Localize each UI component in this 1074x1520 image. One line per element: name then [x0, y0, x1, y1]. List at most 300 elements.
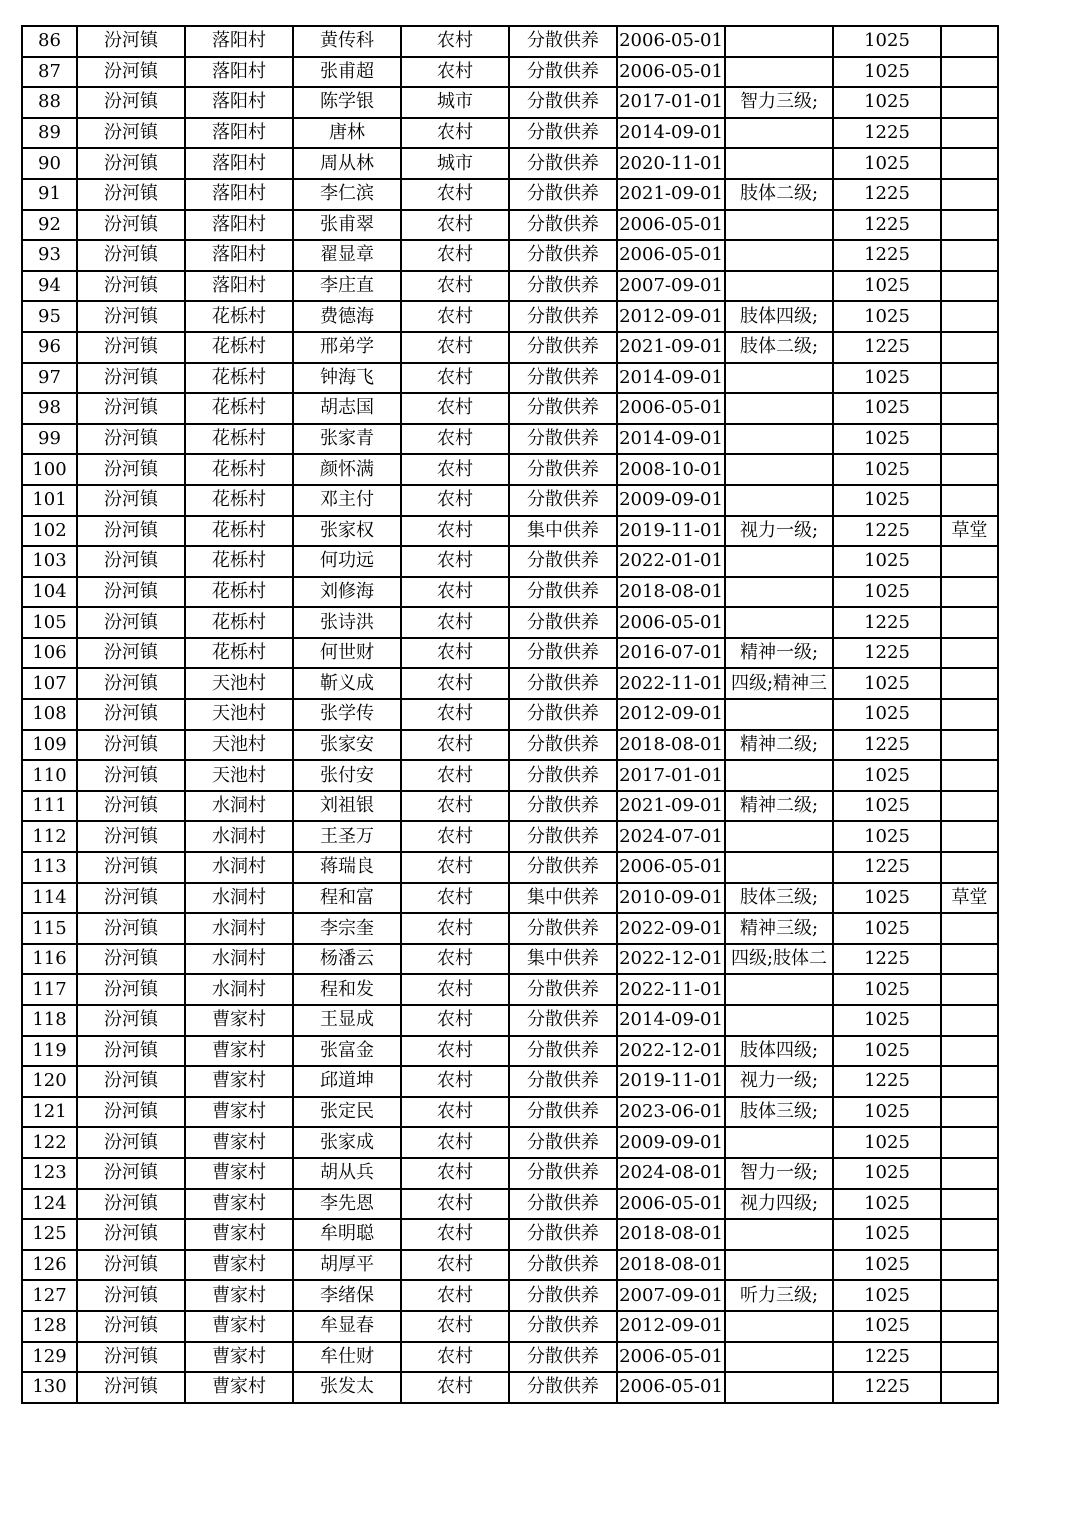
support-type-cell: 集中供养	[509, 883, 617, 914]
table-row	[22, 332, 998, 363]
amount-cell: 1025	[833, 1189, 941, 1220]
hukou-type-cell: 城市	[401, 148, 509, 179]
village-cell: 曹家村	[185, 1127, 293, 1158]
name-cell: 唐林	[293, 118, 401, 149]
amount-cell: 1025	[833, 760, 941, 791]
support-type-cell: 分散供养	[509, 26, 617, 57]
table-row	[22, 1372, 998, 1403]
row-number: 112	[22, 821, 77, 852]
note-cell	[941, 424, 998, 455]
town-cell: 汾河镇	[77, 393, 185, 424]
start-date-cell: 2006-05-01	[617, 852, 725, 883]
town-cell: 汾河镇	[77, 1219, 185, 1250]
support-type-cell: 分散供养	[509, 821, 617, 852]
hukou-type-cell: 农村	[401, 424, 509, 455]
name-cell: 张家成	[293, 1127, 401, 1158]
name-cell: 黄传科	[293, 26, 401, 57]
name-cell: 蒋瑞良	[293, 852, 401, 883]
support-type-cell: 分散供养	[509, 699, 617, 730]
town-cell: 汾河镇	[77, 118, 185, 149]
row-number: 100	[22, 454, 77, 485]
row-number: 120	[22, 1066, 77, 1097]
amount-cell: 1025	[833, 699, 941, 730]
support-type-cell: 分散供养	[509, 791, 617, 822]
village-cell: 曹家村	[185, 1311, 293, 1342]
hukou-type-cell: 农村	[401, 730, 509, 761]
hukou-type-cell: 农村	[401, 118, 509, 149]
hukou-type-cell: 农村	[401, 26, 509, 57]
table-row	[22, 760, 998, 791]
town-cell: 汾河镇	[77, 1036, 185, 1067]
disability-level-cell: 肢体二级;	[725, 179, 833, 210]
row-number: 97	[22, 363, 77, 394]
start-date-cell: 2008-10-01	[617, 454, 725, 485]
disability-level-cell	[725, 210, 833, 241]
support-type-cell: 分散供养	[509, 1250, 617, 1281]
data-table	[21, 25, 999, 1404]
hukou-type-cell: 农村	[401, 944, 509, 975]
support-type-cell: 分散供养	[509, 1036, 617, 1067]
row-number: 123	[22, 1158, 77, 1189]
note-cell	[941, 1066, 998, 1097]
table-row	[22, 424, 998, 455]
note-cell	[941, 1127, 998, 1158]
start-date-cell: 2018-08-01	[617, 577, 725, 608]
disability-level-cell	[725, 57, 833, 88]
name-cell: 杨潘云	[293, 944, 401, 975]
village-cell: 花栎村	[185, 454, 293, 485]
row-number: 108	[22, 699, 77, 730]
village-cell: 花栎村	[185, 577, 293, 608]
table-row	[22, 852, 998, 883]
disability-level-cell	[725, 1342, 833, 1373]
support-type-cell: 分散供养	[509, 1097, 617, 1128]
row-number: 105	[22, 607, 77, 638]
row-number: 111	[22, 791, 77, 822]
support-type-cell: 分散供养	[509, 852, 617, 883]
disability-level-cell	[725, 1311, 833, 1342]
table-row	[22, 393, 998, 424]
start-date-cell: 2019-11-01	[617, 516, 725, 547]
disability-level-cell: 四级;肢体二	[725, 944, 833, 975]
row-number: 92	[22, 210, 77, 241]
name-cell: 程和发	[293, 974, 401, 1005]
note-cell	[941, 332, 998, 363]
village-cell: 曹家村	[185, 1250, 293, 1281]
start-date-cell: 2006-05-01	[617, 1189, 725, 1220]
amount-cell: 1225	[833, 944, 941, 975]
town-cell: 汾河镇	[77, 1005, 185, 1036]
row-number: 121	[22, 1097, 77, 1128]
name-cell: 颜怀满	[293, 454, 401, 485]
village-cell: 花栎村	[185, 638, 293, 669]
row-number: 129	[22, 1342, 77, 1373]
amount-cell: 1025	[833, 57, 941, 88]
table-row	[22, 913, 998, 944]
name-cell: 牟仕财	[293, 1342, 401, 1373]
name-cell: 张家安	[293, 730, 401, 761]
support-type-cell: 分散供养	[509, 760, 617, 791]
table-row	[22, 883, 998, 914]
table-row	[22, 179, 998, 210]
note-cell	[941, 87, 998, 118]
hukou-type-cell: 城市	[401, 87, 509, 118]
disability-level-cell	[725, 1127, 833, 1158]
village-cell: 水洞村	[185, 883, 293, 914]
table-row	[22, 1005, 998, 1036]
start-date-cell: 2022-09-01	[617, 913, 725, 944]
town-cell: 汾河镇	[77, 332, 185, 363]
town-cell: 汾河镇	[77, 240, 185, 271]
note-cell	[941, 944, 998, 975]
table-row	[22, 1066, 998, 1097]
support-type-cell: 分散供养	[509, 424, 617, 455]
name-cell: 张家青	[293, 424, 401, 455]
row-number: 90	[22, 148, 77, 179]
note-cell	[941, 699, 998, 730]
amount-cell: 1025	[833, 485, 941, 516]
table-row	[22, 301, 998, 332]
start-date-cell: 2022-01-01	[617, 546, 725, 577]
disability-level-cell: 肢体四级;	[725, 1036, 833, 1067]
table-row	[22, 516, 998, 547]
village-cell: 花栎村	[185, 424, 293, 455]
town-cell: 汾河镇	[77, 87, 185, 118]
start-date-cell: 2019-11-01	[617, 1066, 725, 1097]
table-body	[22, 26, 998, 1403]
note-cell	[941, 210, 998, 241]
note-cell	[941, 1372, 998, 1403]
town-cell: 汾河镇	[77, 699, 185, 730]
amount-cell: 1025	[833, 546, 941, 577]
row-number: 96	[22, 332, 77, 363]
row-number: 104	[22, 577, 77, 608]
table-row	[22, 1127, 998, 1158]
row-number: 122	[22, 1127, 77, 1158]
note-cell	[941, 546, 998, 577]
amount-cell: 1225	[833, 210, 941, 241]
amount-cell: 1025	[833, 1158, 941, 1189]
start-date-cell: 2006-05-01	[617, 393, 725, 424]
support-type-cell: 集中供养	[509, 944, 617, 975]
table-row	[22, 974, 998, 1005]
name-cell: 程和富	[293, 883, 401, 914]
support-type-cell: 分散供养	[509, 1189, 617, 1220]
amount-cell: 1225	[833, 1066, 941, 1097]
village-cell: 花栎村	[185, 332, 293, 363]
amount-cell: 1225	[833, 240, 941, 271]
disability-level-cell	[725, 974, 833, 1005]
town-cell: 汾河镇	[77, 57, 185, 88]
start-date-cell: 2017-01-01	[617, 87, 725, 118]
support-type-cell: 分散供养	[509, 1066, 617, 1097]
note-cell	[941, 791, 998, 822]
table-row	[22, 1311, 998, 1342]
name-cell: 张诗洪	[293, 607, 401, 638]
town-cell: 汾河镇	[77, 210, 185, 241]
village-cell: 曹家村	[185, 1158, 293, 1189]
support-type-cell: 分散供养	[509, 332, 617, 363]
table-row	[22, 26, 998, 57]
village-cell: 曹家村	[185, 1097, 293, 1128]
table-row	[22, 454, 998, 485]
row-number: 115	[22, 913, 77, 944]
support-type-cell: 分散供养	[509, 118, 617, 149]
hukou-type-cell: 农村	[401, 1127, 509, 1158]
amount-cell: 1025	[833, 271, 941, 302]
start-date-cell: 2012-09-01	[617, 699, 725, 730]
note-cell	[941, 271, 998, 302]
name-cell: 邓主付	[293, 485, 401, 516]
row-number: 106	[22, 638, 77, 669]
disability-level-cell	[725, 148, 833, 179]
name-cell: 胡志国	[293, 393, 401, 424]
hukou-type-cell: 农村	[401, 271, 509, 302]
disability-level-cell	[725, 485, 833, 516]
name-cell: 费德海	[293, 301, 401, 332]
start-date-cell: 2006-05-01	[617, 1372, 725, 1403]
table-row	[22, 944, 998, 975]
name-cell: 陈学银	[293, 87, 401, 118]
hukou-type-cell: 农村	[401, 363, 509, 394]
name-cell: 牟显春	[293, 1311, 401, 1342]
name-cell: 李宗奎	[293, 913, 401, 944]
start-date-cell: 2014-09-01	[617, 424, 725, 455]
table-row	[22, 638, 998, 669]
support-type-cell: 分散供养	[509, 57, 617, 88]
row-number: 126	[22, 1250, 77, 1281]
start-date-cell: 2006-05-01	[617, 240, 725, 271]
support-type-cell: 分散供养	[509, 301, 617, 332]
hukou-type-cell: 农村	[401, 57, 509, 88]
start-date-cell: 2024-08-01	[617, 1158, 725, 1189]
amount-cell: 1025	[833, 1127, 941, 1158]
table-row	[22, 57, 998, 88]
amount-cell: 1025	[833, 821, 941, 852]
disability-level-cell	[725, 424, 833, 455]
note-cell	[941, 148, 998, 179]
note-cell	[941, 26, 998, 57]
hukou-type-cell: 农村	[401, 454, 509, 485]
row-number: 125	[22, 1219, 77, 1250]
start-date-cell: 2009-09-01	[617, 1127, 725, 1158]
note-cell	[941, 1250, 998, 1281]
disability-level-cell: 精神三级;	[725, 913, 833, 944]
name-cell: 何功远	[293, 546, 401, 577]
name-cell: 邱道坤	[293, 1066, 401, 1097]
start-date-cell: 2009-09-01	[617, 485, 725, 516]
village-cell: 水洞村	[185, 821, 293, 852]
hukou-type-cell: 农村	[401, 883, 509, 914]
disability-level-cell	[725, 1250, 833, 1281]
village-cell: 水洞村	[185, 944, 293, 975]
town-cell: 汾河镇	[77, 1189, 185, 1220]
start-date-cell: 2014-09-01	[617, 363, 725, 394]
disability-level-cell	[725, 607, 833, 638]
start-date-cell: 2012-09-01	[617, 1311, 725, 1342]
village-cell: 落阳村	[185, 210, 293, 241]
support-type-cell: 分散供养	[509, 393, 617, 424]
amount-cell: 1025	[833, 791, 941, 822]
town-cell: 汾河镇	[77, 546, 185, 577]
start-date-cell: 2018-08-01	[617, 1219, 725, 1250]
row-number: 130	[22, 1372, 77, 1403]
note-cell	[941, 179, 998, 210]
town-cell: 汾河镇	[77, 26, 185, 57]
start-date-cell: 2006-05-01	[617, 26, 725, 57]
start-date-cell: 2014-09-01	[617, 1005, 725, 1036]
disability-level-cell	[725, 271, 833, 302]
village-cell: 花栎村	[185, 485, 293, 516]
table-row	[22, 118, 998, 149]
row-number: 113	[22, 852, 77, 883]
town-cell: 汾河镇	[77, 730, 185, 761]
table-row	[22, 210, 998, 241]
table-row	[22, 607, 998, 638]
amount-cell: 1225	[833, 638, 941, 669]
row-number: 116	[22, 944, 77, 975]
town-cell: 汾河镇	[77, 944, 185, 975]
name-cell: 张定民	[293, 1097, 401, 1128]
name-cell: 李绪保	[293, 1280, 401, 1311]
amount-cell: 1025	[833, 913, 941, 944]
row-number: 128	[22, 1311, 77, 1342]
support-type-cell: 分散供养	[509, 1219, 617, 1250]
village-cell: 花栎村	[185, 516, 293, 547]
hukou-type-cell: 农村	[401, 179, 509, 210]
support-type-cell: 分散供养	[509, 638, 617, 669]
name-cell: 张付安	[293, 760, 401, 791]
support-type-cell: 分散供养	[509, 87, 617, 118]
support-type-cell: 分散供养	[509, 546, 617, 577]
village-cell: 水洞村	[185, 791, 293, 822]
disability-level-cell	[725, 1005, 833, 1036]
disability-level-cell	[725, 852, 833, 883]
disability-level-cell	[725, 1219, 833, 1250]
support-type-cell: 分散供养	[509, 1127, 617, 1158]
name-cell: 邢弟学	[293, 332, 401, 363]
row-number: 86	[22, 26, 77, 57]
disability-level-cell	[725, 1372, 833, 1403]
amount-cell: 1025	[833, 668, 941, 699]
row-number: 127	[22, 1280, 77, 1311]
start-date-cell: 2022-12-01	[617, 1036, 725, 1067]
amount-cell: 1025	[833, 301, 941, 332]
hukou-type-cell: 农村	[401, 210, 509, 241]
village-cell: 曹家村	[185, 1342, 293, 1373]
disability-level-cell	[725, 546, 833, 577]
start-date-cell: 2021-09-01	[617, 791, 725, 822]
town-cell: 汾河镇	[77, 363, 185, 394]
row-number: 103	[22, 546, 77, 577]
town-cell: 汾河镇	[77, 821, 185, 852]
row-number: 98	[22, 393, 77, 424]
start-date-cell: 2007-09-01	[617, 271, 725, 302]
table-row	[22, 699, 998, 730]
name-cell: 张甫翠	[293, 210, 401, 241]
village-cell: 曹家村	[185, 1219, 293, 1250]
village-cell: 落阳村	[185, 148, 293, 179]
hukou-type-cell: 农村	[401, 1036, 509, 1067]
amount-cell: 1025	[833, 1005, 941, 1036]
hukou-type-cell: 农村	[401, 301, 509, 332]
name-cell: 周从林	[293, 148, 401, 179]
note-cell	[941, 240, 998, 271]
disability-level-cell: 精神二级;	[725, 791, 833, 822]
name-cell: 翟显章	[293, 240, 401, 271]
start-date-cell: 2014-09-01	[617, 118, 725, 149]
village-cell: 曹家村	[185, 1189, 293, 1220]
support-type-cell: 分散供养	[509, 1005, 617, 1036]
note-cell	[941, 577, 998, 608]
note-cell	[941, 485, 998, 516]
hukou-type-cell: 农村	[401, 1372, 509, 1403]
disability-level-cell	[725, 393, 833, 424]
name-cell: 李先恩	[293, 1189, 401, 1220]
disability-level-cell: 四级;精神三	[725, 668, 833, 699]
hukou-type-cell: 农村	[401, 1342, 509, 1373]
amount-cell: 1025	[833, 148, 941, 179]
note-cell	[941, 760, 998, 791]
hukou-type-cell: 农村	[401, 913, 509, 944]
row-number: 107	[22, 668, 77, 699]
name-cell: 张富金	[293, 1036, 401, 1067]
town-cell: 汾河镇	[77, 1127, 185, 1158]
village-cell: 曹家村	[185, 1005, 293, 1036]
village-cell: 落阳村	[185, 179, 293, 210]
town-cell: 汾河镇	[77, 1066, 185, 1097]
start-date-cell: 2021-09-01	[617, 332, 725, 363]
start-date-cell: 2010-09-01	[617, 883, 725, 914]
hukou-type-cell: 农村	[401, 577, 509, 608]
town-cell: 汾河镇	[77, 913, 185, 944]
village-cell: 水洞村	[185, 852, 293, 883]
hukou-type-cell: 农村	[401, 1311, 509, 1342]
note-cell	[941, 1036, 998, 1067]
disability-level-cell: 肢体三级;	[725, 1097, 833, 1128]
support-type-cell: 分散供养	[509, 1280, 617, 1311]
table-row	[22, 577, 998, 608]
name-cell: 靳义成	[293, 668, 401, 699]
note-cell	[941, 363, 998, 394]
village-cell: 曹家村	[185, 1280, 293, 1311]
start-date-cell: 2006-05-01	[617, 210, 725, 241]
start-date-cell: 2012-09-01	[617, 301, 725, 332]
support-type-cell: 分散供养	[509, 485, 617, 516]
amount-cell: 1225	[833, 607, 941, 638]
hukou-type-cell: 农村	[401, 393, 509, 424]
start-date-cell: 2018-08-01	[617, 730, 725, 761]
start-date-cell: 2024-07-01	[617, 821, 725, 852]
disability-level-cell	[725, 363, 833, 394]
hukou-type-cell: 农村	[401, 607, 509, 638]
village-cell: 落阳村	[185, 240, 293, 271]
town-cell: 汾河镇	[77, 607, 185, 638]
amount-cell: 1225	[833, 730, 941, 761]
note-cell	[941, 852, 998, 883]
support-type-cell: 分散供养	[509, 1342, 617, 1373]
hukou-type-cell: 农村	[401, 1250, 509, 1281]
name-cell: 刘祖银	[293, 791, 401, 822]
start-date-cell: 2022-11-01	[617, 668, 725, 699]
disability-level-cell: 精神一级;	[725, 638, 833, 669]
table-row	[22, 1189, 998, 1220]
disability-level-cell: 智力三级;	[725, 87, 833, 118]
village-cell: 落阳村	[185, 271, 293, 302]
support-type-cell: 分散供养	[509, 913, 617, 944]
name-cell: 李仁滨	[293, 179, 401, 210]
table-row	[22, 1097, 998, 1128]
